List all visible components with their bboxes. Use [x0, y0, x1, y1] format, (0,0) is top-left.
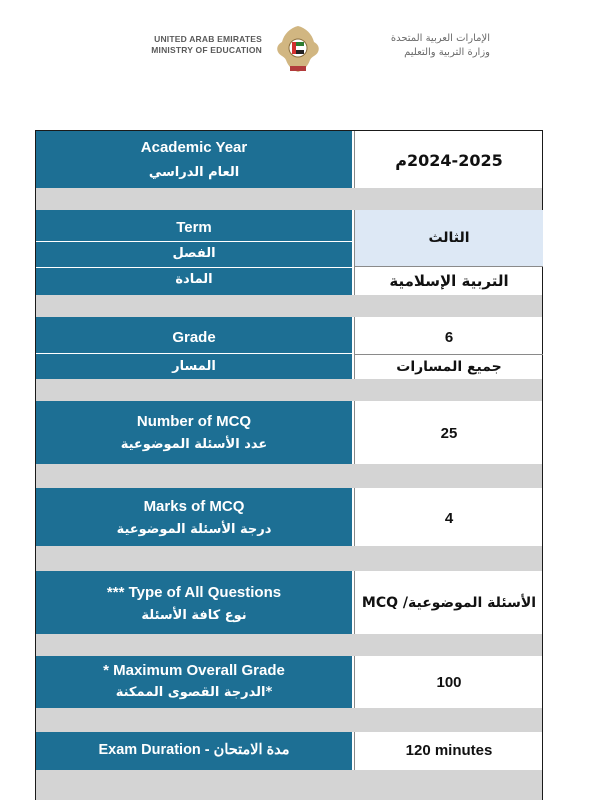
ministry-name-ar — [330, 32, 490, 60]
country-name-en: UNITED ARAB EMIRATES — [154, 34, 262, 44]
row-question-type — [35, 571, 543, 634]
academic-year-label-en: Academic Year — [140, 139, 248, 156]
term-value-cell — [354, 210, 543, 266]
exam-duration-label — [36, 732, 354, 770]
grade-value: 6 — [444, 329, 454, 346]
grade-value-cell — [354, 317, 543, 354]
subject-value-cell — [354, 266, 543, 295]
ministry-name-ar-line: وزارة التربية والتعليم — [404, 47, 490, 58]
ministry-name-en — [122, 34, 262, 56]
divider — [36, 353, 352, 354]
row-grade-track — [35, 317, 543, 379]
max-grade-value: 100 — [436, 674, 462, 691]
row-mcq-marks — [35, 488, 543, 546]
row-max-grade — [35, 656, 543, 708]
question-type-label-ar: نوع كافة الأسئلة — [141, 608, 247, 623]
max-grade-label-en: * Maximum Overall Grade — [103, 662, 285, 679]
ministry-name-en-line: MINISTRY OF EDUCATION — [151, 45, 262, 55]
uae-emblem-icon — [270, 22, 326, 78]
subject-value: التربية الإسلامية — [389, 272, 509, 290]
country-name-ar: الإمارات العربية المتحدة — [390, 33, 490, 44]
question-type-value: الأسئلة الموضوعية/ MCQ — [361, 595, 537, 611]
exam-duration-label-text: Exam Duration - مدة الامتحان — [98, 742, 290, 758]
max-grade-label — [36, 656, 354, 708]
academic-year-label — [36, 131, 354, 189]
grade-track-label — [36, 317, 354, 379]
row-exam-duration — [35, 732, 543, 770]
question-type-label-en: *** Type of All Questions — [106, 584, 282, 601]
academic-year-value: 2024-2025م — [395, 151, 503, 170]
mcq-count-label — [36, 401, 354, 464]
separator — [35, 464, 543, 488]
question-type-label — [36, 571, 354, 634]
mcq-marks-label — [36, 488, 354, 546]
mcq-marks-value: 4 — [444, 510, 454, 527]
grade-label-en: Grade — [172, 329, 216, 346]
term-value: الثالث — [428, 230, 470, 246]
subject-label-ar: المادة — [175, 272, 213, 287]
term-label-ar: الفصل — [172, 246, 216, 261]
track-label-ar: المسار — [172, 359, 216, 374]
separator — [35, 634, 543, 656]
mcq-marks-label-ar: درجة الأسئلة الموضوعية — [116, 522, 272, 537]
track-value: جميع المسارات — [396, 359, 502, 375]
separator — [35, 295, 543, 317]
mcq-count-value: 25 — [440, 425, 458, 442]
row-term-subject — [35, 210, 543, 295]
mcq-count-label-ar: عدد الأسئلة الموضوعية — [120, 437, 268, 452]
mcq-count-label-en: Number of MCQ — [136, 413, 252, 430]
separator — [35, 770, 543, 800]
track-value-cell — [354, 354, 543, 379]
page-header — [0, 22, 596, 82]
divider — [36, 241, 352, 242]
term-subject-label — [36, 210, 354, 295]
separator — [35, 708, 543, 732]
separator — [35, 546, 543, 571]
divider — [36, 267, 352, 268]
max-grade-label-ar: *الدرجة القصوى الممكنة — [115, 685, 273, 700]
mcq-marks-label-en: Marks of MCQ — [143, 498, 245, 515]
exam-duration-value: 120 minutes — [405, 742, 493, 759]
row-academic-year — [35, 130, 543, 188]
separator — [35, 379, 543, 401]
academic-year-label-ar: العام الدراسي — [148, 165, 240, 180]
row-mcq-count — [35, 401, 543, 464]
term-label-en: Term — [176, 219, 212, 236]
separator — [35, 188, 543, 210]
